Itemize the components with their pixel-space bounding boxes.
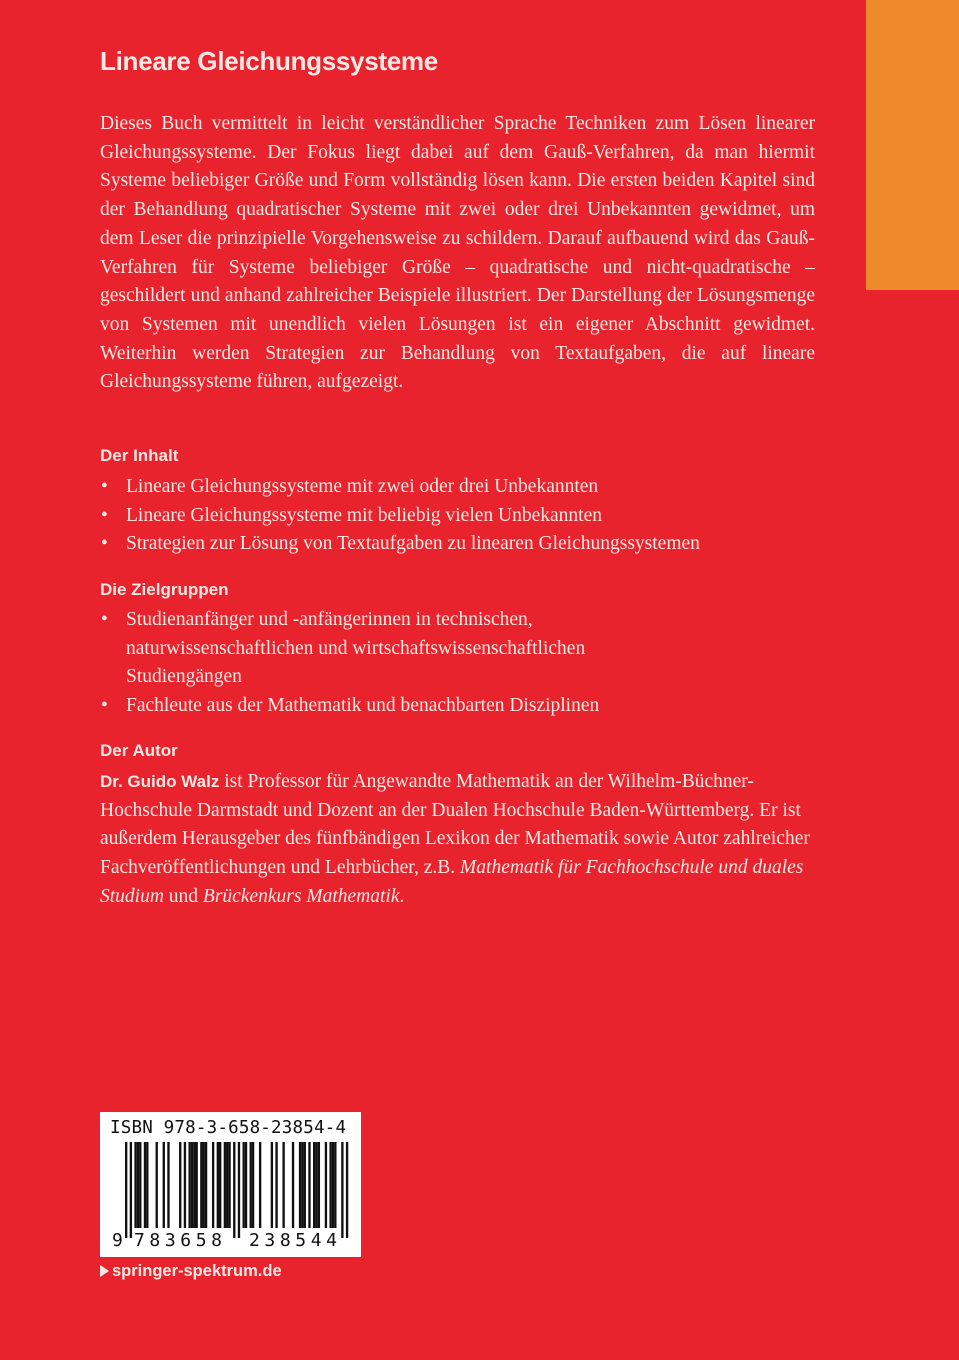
barcode-bar [332, 1142, 334, 1228]
barcode-bar [252, 1142, 254, 1228]
barcode-bar [275, 1142, 277, 1228]
barcode-bar [130, 1142, 132, 1238]
barcode-bar [313, 1142, 315, 1228]
barcode-bar [315, 1142, 317, 1228]
barcode-bar [325, 1142, 327, 1228]
bullet-icon: • [101, 533, 108, 555]
list-item: • Lineare Gleichungssysteme mit zwei oder drei Unbekannten [100, 473, 820, 502]
bullet-icon: • [101, 476, 108, 497]
barcode-bar [226, 1142, 228, 1228]
bullet-icon: • [101, 609, 108, 630]
book-title-2: Brückenkurs Mathematik [202, 885, 400, 907]
barcode-bar [188, 1142, 190, 1228]
bullet-icon: • [101, 695, 108, 717]
barcode-bar [203, 1142, 205, 1228]
barcode-bar [346, 1142, 348, 1238]
barcode-bar [146, 1142, 148, 1228]
barcode-bar [144, 1142, 146, 1228]
contents-heading: Der Inhalt [100, 446, 179, 465]
barcode-bar [250, 1142, 252, 1228]
barcode-bar [217, 1142, 219, 1228]
isbn-label: ISBN 978-3-658-23854-4 [110, 1118, 347, 1138]
author-name: Dr. Guido Walz [100, 772, 220, 791]
book-title: Lineare Gleichungssysteme [100, 46, 438, 76]
barcode-bar [341, 1142, 343, 1238]
barcode-bar [301, 1142, 303, 1228]
barcode-bar [243, 1142, 245, 1228]
list-item: • Lineare Gleichungssysteme mit beliebig vielen Unbekannten [100, 502, 820, 531]
isbn-barcode [100, 1112, 361, 1257]
barcode-bar [228, 1142, 230, 1228]
barcode-bar [271, 1142, 273, 1228]
author-heading: Der Autor [100, 741, 178, 760]
arrow-right-icon [100, 1265, 109, 1277]
barcode-bar [224, 1142, 226, 1228]
book-title-1: Mathematik für Fachhochschule und duales Studium [100, 857, 804, 907]
barcode-bar [334, 1142, 336, 1228]
book-description: Dieses Buch vermittelt in leicht verständlicher Sprache Techniken zum Lösen linearer Gleichungssysteme. Der Fokus liegt dabei auf dem Gauß-Verfahren, da man hiermit Systeme beliebiger Größe und Form vollständig lösen kann. Die ersten beiden Kapitel sind der Behandlung quadratischer Systeme mit zwei oder drei Unbekannten gewidmet, um dem Leser die prinzipielle Vorgehensweise zu schildern. Darauf aufbauend wird das Gauß-Verfahren für Systeme beliebiger Größe – quadratische und nicht-quadratische – geschildert und anhand zahlreicher Beispiele illustriert. Der Darstellung der Lösungsmenge von Systemen mit unendlich vielen Lösungen ist ein eigener Abschnitt gewidmet. Weiterhin werden Strategien zur Behandlung von Textaufgaben, die auf lineare Gleichungssysteme führen, aufgezeigt. [100, 113, 815, 393]
contents-list [100, 473, 820, 559]
barcode-bar [137, 1142, 139, 1228]
barcode-bar [191, 1142, 193, 1228]
barcode-digits: 9 783658 238544 [112, 1230, 342, 1251]
bullet-icon: • [101, 504, 108, 526]
barcode-bar [299, 1142, 301, 1228]
barcode-bar [139, 1142, 141, 1228]
barcode-bar [196, 1142, 198, 1228]
list-item: • Fachleute aus der Mathematik und benachbarten Disziplinen [100, 692, 660, 721]
barcode-bar [238, 1142, 240, 1238]
audience-list [100, 606, 660, 721]
barcode-bar [200, 1142, 202, 1228]
barcode-bar [219, 1142, 221, 1228]
barcode-bar [184, 1142, 186, 1228]
barcode-bar [125, 1142, 127, 1238]
orange-accent-tab [866, 0, 959, 290]
barcode-bar [193, 1142, 195, 1228]
barcode-bar [156, 1142, 158, 1228]
barcode-bar [212, 1142, 214, 1228]
publisher-link[interactable]: springer-spektrum.de [100, 1262, 282, 1281]
barcode-bar [318, 1142, 320, 1228]
barcode-bar [134, 1142, 136, 1228]
barcode-bar [304, 1142, 306, 1228]
barcode-bar [245, 1142, 247, 1228]
barcode-bar [179, 1142, 181, 1228]
barcode-bar [163, 1142, 165, 1228]
barcode-bar [292, 1142, 294, 1228]
list-item: • Studienanfänger und -anfängerinnen in technischen, naturwissenschaftlichen und wirtschaftswissenschaftlichen Studiengängen [100, 606, 660, 692]
barcode-bar [233, 1142, 235, 1238]
list-item: • Strategien zur Lösung von Textaufgaben zu linearen Gleichungssystemen [100, 530, 820, 559]
barcode-bar [259, 1142, 261, 1228]
barcode-bar [205, 1142, 207, 1228]
author-bio: Dr. Guido Walz ist Professor für Angewandte Mathematik an der Wilhelm-Büchner-Hochschule Darmstadt und Dozent an der Dualen Hochschule Baden-Württemberg. Er ist außerdem Herausgeber des fünfbändigen Lexikon der Mathematik sowie Autor zahlreicher Fachveröffentlichungen und Lehrbücher, z.B. Mathematik für Fachhochschule und duales Studium und Brückenkurs Mathematik. [100, 771, 810, 907]
barcode-bar [167, 1142, 169, 1228]
barcode-bar [329, 1142, 331, 1228]
audience-heading: Die Zielgruppen [100, 580, 229, 599]
barcode-bar [282, 1142, 284, 1228]
barcode-bar [308, 1142, 310, 1228]
